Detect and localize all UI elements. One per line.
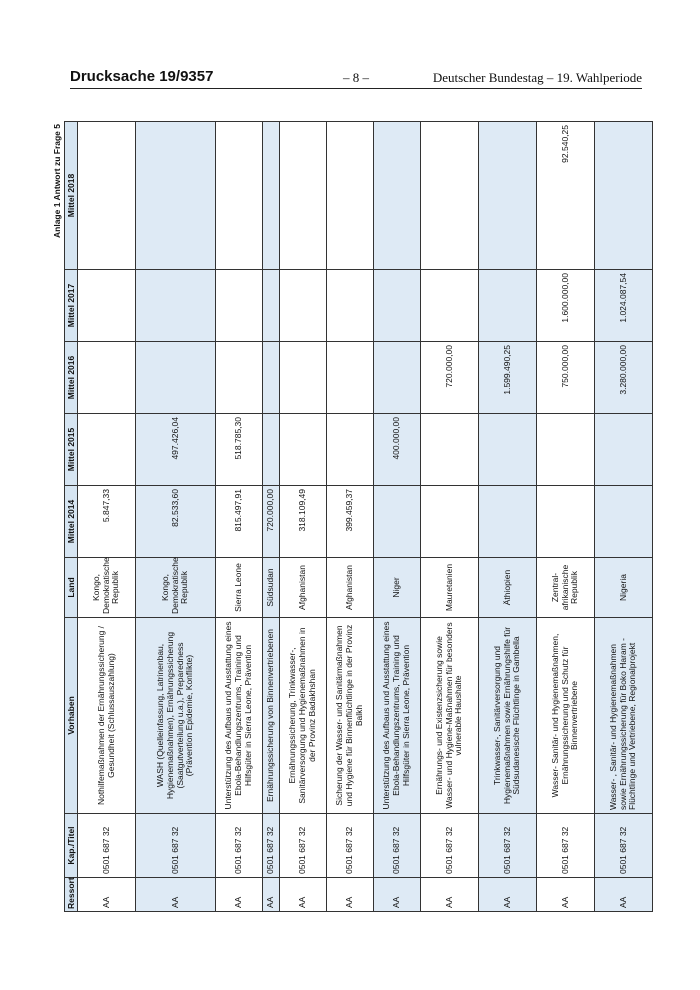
cell-ressort: AA (263, 878, 280, 912)
cell-m2018 (136, 122, 216, 270)
cell-ressort: AA (595, 878, 653, 912)
table-row (374, 122, 421, 912)
cell-ressort: AA (78, 878, 136, 912)
cell-m2016 (263, 342, 280, 414)
cell-vorhaben: Wasser- , Sanitär- und Hygienemaßnahmen sowie Ernährungssicherung für Boko Haram -Flüchtlinge und Vertriebene, Regionalprojekt (595, 618, 653, 814)
cell-m2017 (263, 270, 280, 342)
table-row (327, 122, 374, 912)
cell-m2014: 815.497,91 (216, 486, 263, 558)
cell-ressort: AA (479, 878, 537, 912)
col-header-vorhaben: Vorhaben (65, 618, 78, 814)
col-header-2018: Mittel 2018 (65, 122, 78, 270)
cell-land: Kongo, Demokratische Republik (136, 558, 216, 618)
cell-m2016 (280, 342, 327, 414)
cell-kap: 0501 687 32 (537, 814, 595, 878)
cell-land: Afghanistan (280, 558, 327, 618)
cell-m2016 (374, 342, 421, 414)
cell-m2017 (216, 270, 263, 342)
cell-ressort: AA (216, 878, 263, 912)
cell-vorhaben: Ernährungssicherung von Binnenvertriebenen (263, 618, 280, 814)
cell-m2015 (263, 414, 280, 486)
table-row (421, 122, 479, 912)
cell-m2015: 400.000,00 (374, 414, 421, 486)
cell-m2017 (374, 270, 421, 342)
cell-m2016: 720.000,00 (421, 342, 479, 414)
cell-vorhaben: Sicherung der Wasser- und Sanitärmaßnahmen und Hygiene für Binnenflüchtlinge in der Provinz Balkh (327, 618, 374, 814)
rotated-table-area (52, 122, 648, 912)
cell-m2015 (421, 414, 479, 486)
cell-kap: 0501 687 32 (595, 814, 653, 878)
cell-m2016 (78, 342, 136, 414)
col-header-ressort: Ressort (65, 878, 78, 912)
cell-ressort: AA (537, 878, 595, 912)
cell-m2017 (280, 270, 327, 342)
cell-vorhaben: Unterstützung des Aufbaus und Ausstattung eines Ebola-Behandlungszentrums, Training und Hilfsgüter in Sierra Leone, Prävention (216, 618, 263, 814)
table-row (78, 122, 136, 912)
table-row (280, 122, 327, 912)
parliament-label: Deutscher Bundestag – 19. Wahlperiode (432, 70, 642, 85)
cell-m2014: 720.000,00 (263, 486, 280, 558)
cell-m2018: 92.540,25 (537, 122, 595, 270)
cell-m2015 (78, 414, 136, 486)
cell-land: Sierra Leone (216, 558, 263, 618)
cell-m2014 (595, 486, 653, 558)
cell-m2016: 3.280.000,00 (595, 342, 653, 414)
cell-m2017: 1.024.087,54 (595, 270, 653, 342)
cell-m2014: 399.459,37 (327, 486, 374, 558)
funding-table (64, 121, 653, 912)
table-row (216, 122, 263, 912)
cell-m2015 (595, 414, 653, 486)
cell-vorhaben: Wasser- Sanitär- und Hygienemaßnahmen, Ernährungssicherung und Schutz für Binnenvertriebene (537, 618, 595, 814)
cell-land: Kongo, Demokratische Republik (78, 558, 136, 618)
cell-vorhaben: Ernährungs- und Existenzsicherung sowie Wasser- und Hygiene-Maßnahmen für besonders vulnerable Haushalte (421, 618, 479, 814)
cell-m2018 (595, 122, 653, 270)
cell-land: Nigeria (595, 558, 653, 618)
cell-vorhaben: Trinkwasser-, Sanitärversorgung und Hygienemaßnahmen sowie Ernährungshilfe für Südsudanesische Flüchtlinge in Gambella (479, 618, 537, 814)
cell-vorhaben: Ernährungssicherung, Trinkwasser-, Sanitärversorgung und Hygienemaßnahmen in der Provinz Badakhshan (280, 618, 327, 814)
cell-vorhaben: Nothilfemaßnahmen der Ernährungssicherung / Gesundheit (Schlussauszahlung) (78, 618, 136, 814)
cell-ressort: AA (136, 878, 216, 912)
cell-m2018 (421, 122, 479, 270)
cell-kap: 0501 687 32 (136, 814, 216, 878)
table-row (595, 122, 653, 912)
cell-kap: 0501 687 32 (263, 814, 280, 878)
col-header-2016: Mittel 2016 (65, 342, 78, 414)
cell-m2016 (327, 342, 374, 414)
col-header-2017: Mittel 2017 (65, 270, 78, 342)
cell-ressort: AA (327, 878, 374, 912)
cell-kap: 0501 687 32 (78, 814, 136, 878)
cell-m2015: 497.426,04 (136, 414, 216, 486)
col-header-2014: Mittel 2014 (65, 486, 78, 558)
cell-m2018 (280, 122, 327, 270)
cell-vorhaben: WASH (Quelleinfassung, Latrinenbau, Hygienemaßnahmen), Ernährungssicherung (Saatgutverteilung u.a.), Preparedness (Prävention Epidemie, Konflikte) (136, 618, 216, 814)
document-number: Drucksache 19/9357 (70, 68, 214, 85)
col-header-2015: Mittel 2015 (65, 414, 78, 486)
cell-land: Niger (374, 558, 421, 618)
cell-m2016 (136, 342, 216, 414)
cell-m2015 (327, 414, 374, 486)
cell-m2018 (216, 122, 263, 270)
cell-m2018 (263, 122, 280, 270)
cell-m2017 (78, 270, 136, 342)
cell-ressort: AA (374, 878, 421, 912)
page-header (70, 68, 642, 88)
cell-m2014: 5.847,33 (78, 486, 136, 558)
annex-label: Anlage 1 Antwort zu Frage 5 (52, 124, 62, 238)
cell-vorhaben: Unterstützung des Aufbaus und Ausstattung eines Ebola-Behandlungszentrums, Training und Hilfsgüter in Sierra Leone, Prävention (374, 618, 421, 814)
cell-kap: 0501 687 32 (280, 814, 327, 878)
table-row (136, 122, 216, 912)
cell-m2018 (479, 122, 537, 270)
cell-m2014: 318.109,49 (280, 486, 327, 558)
cell-m2014 (537, 486, 595, 558)
cell-m2015 (479, 414, 537, 486)
cell-kap: 0501 687 32 (216, 814, 263, 878)
cell-kap: 0501 687 32 (421, 814, 479, 878)
cell-m2016 (216, 342, 263, 414)
cell-kap: 0501 687 32 (479, 814, 537, 878)
cell-m2015 (537, 414, 595, 486)
cell-m2017 (421, 270, 479, 342)
cell-land: Äthiopien (479, 558, 537, 618)
cell-m2017 (136, 270, 216, 342)
cell-m2016: 750.000,00 (537, 342, 595, 414)
cell-m2018 (327, 122, 374, 270)
col-header-land: Land (65, 558, 78, 618)
cell-land: Zentral-afrikanische Republik (537, 558, 595, 618)
cell-m2014 (479, 486, 537, 558)
header-rule (70, 88, 642, 89)
cell-land: Afghanistan (327, 558, 374, 618)
cell-land: Mauretanien (421, 558, 479, 618)
cell-m2014: 82.533,60 (136, 486, 216, 558)
cell-m2017 (327, 270, 374, 342)
page-number: – 8 – (343, 70, 369, 85)
cell-kap: 0501 687 32 (327, 814, 374, 878)
table-row (263, 122, 280, 912)
cell-m2015 (280, 414, 327, 486)
cell-m2014 (374, 486, 421, 558)
cell-m2016: 1.599.490,25 (479, 342, 537, 414)
table-row (479, 122, 537, 912)
cell-land: Südsudan (263, 558, 280, 618)
cell-m2015: 518.785,30 (216, 414, 263, 486)
cell-m2017: 1.600.000,00 (537, 270, 595, 342)
cell-m2017 (479, 270, 537, 342)
table-row (537, 122, 595, 912)
cell-ressort: AA (421, 878, 479, 912)
cell-m2018 (374, 122, 421, 270)
cell-kap: 0501 687 32 (374, 814, 421, 878)
cell-m2018 (78, 122, 136, 270)
cell-ressort: AA (280, 878, 327, 912)
cell-m2014 (421, 486, 479, 558)
col-header-kap: Kap./Titel (65, 814, 78, 878)
table-header-row (65, 122, 78, 912)
